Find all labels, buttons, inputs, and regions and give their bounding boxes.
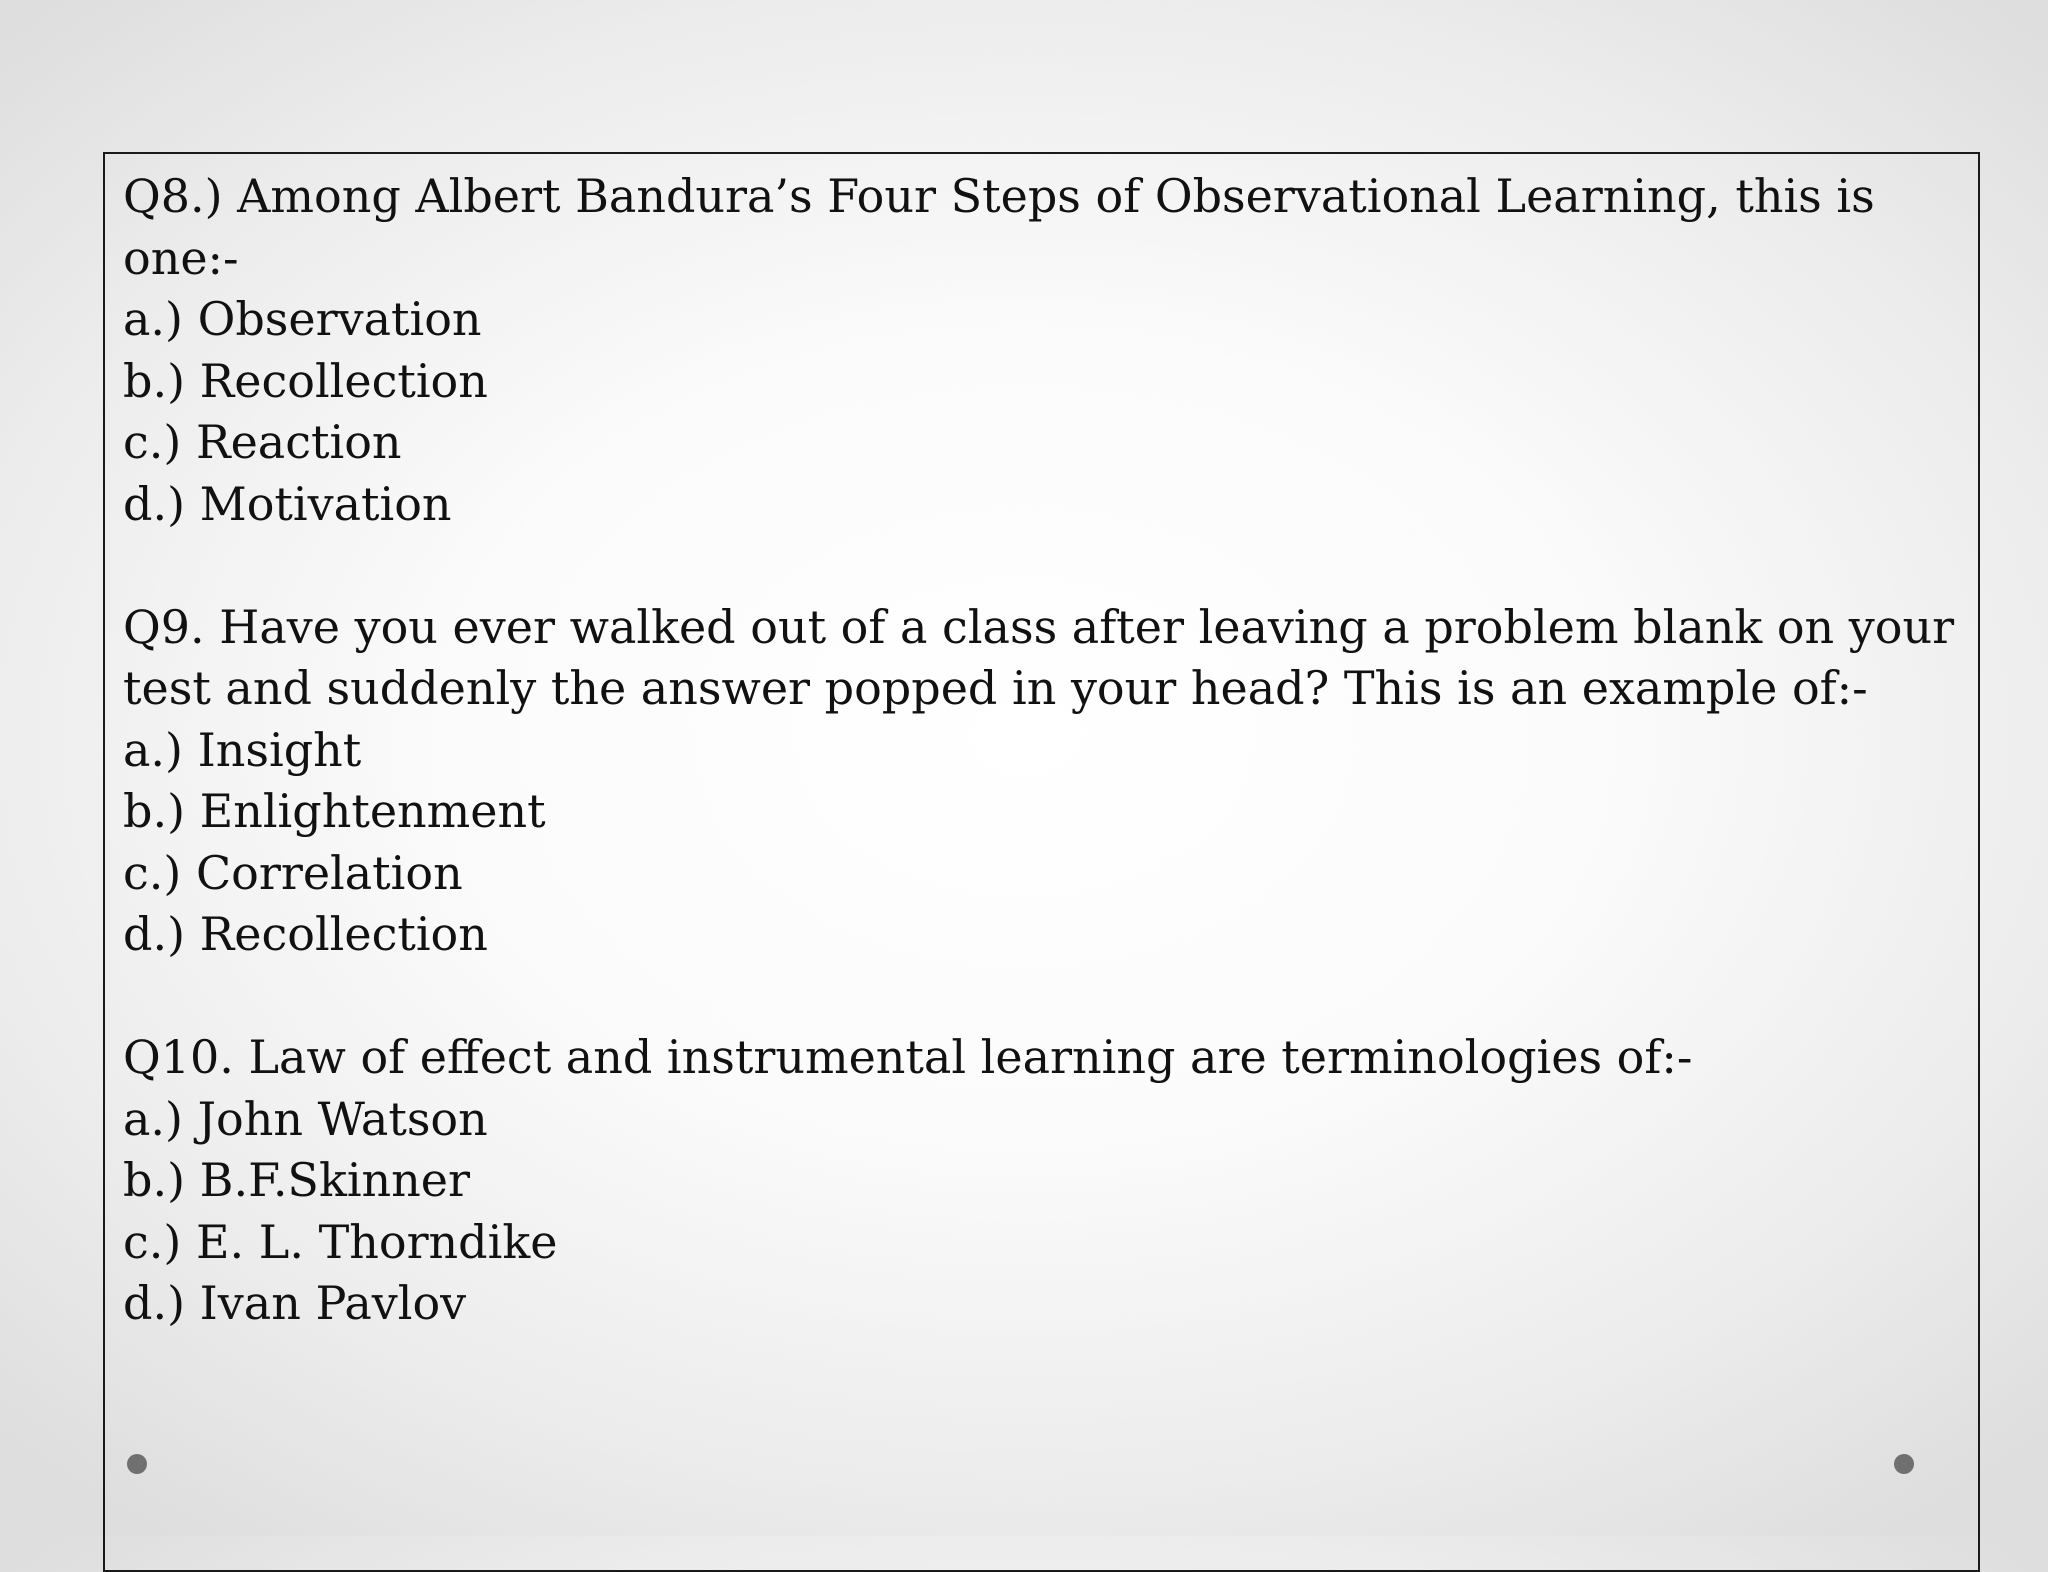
option-b: b.) Enlightenment	[123, 784, 546, 838]
decorative-dot-left-icon	[127, 1454, 147, 1474]
option-c: c.) Correlation	[123, 845, 463, 900]
question-q9	[123, 597, 1963, 966]
question-q10	[123, 1027, 1963, 1335]
question-text: Q9. Have you ever walked out of a class after leaving a problem blank on your test and suddenly the answer popped in your head? This is an example of:-	[123, 599, 1955, 715]
question-q8	[123, 166, 1963, 535]
option-d: d.) Ivan Pavlov	[123, 1276, 467, 1330]
option-a: a.) Observation	[123, 292, 482, 346]
option-b: b.) B.F.Skinner	[123, 1153, 470, 1207]
option-d: d.) Recollection	[123, 907, 488, 961]
option-b: b.) Recollection	[123, 353, 488, 408]
slide-content	[123, 166, 1963, 1396]
option-c: c.) Reaction	[123, 415, 402, 469]
question-text: Q8.) Among Albert Bandura’s Four Steps of Observational Learning, this is one:-	[123, 169, 1875, 285]
question-text: Q10. Law of effect and instrumental learning are terminologies of:-	[123, 1030, 1693, 1084]
option-a: a.) John Watson	[123, 1091, 488, 1146]
decorative-dot-right-icon	[1894, 1454, 1914, 1474]
option-c: c.) E. L. Thorndike	[123, 1214, 558, 1269]
option-d: d.) Motivation	[123, 476, 452, 531]
option-a: a.) Insight	[123, 722, 362, 777]
